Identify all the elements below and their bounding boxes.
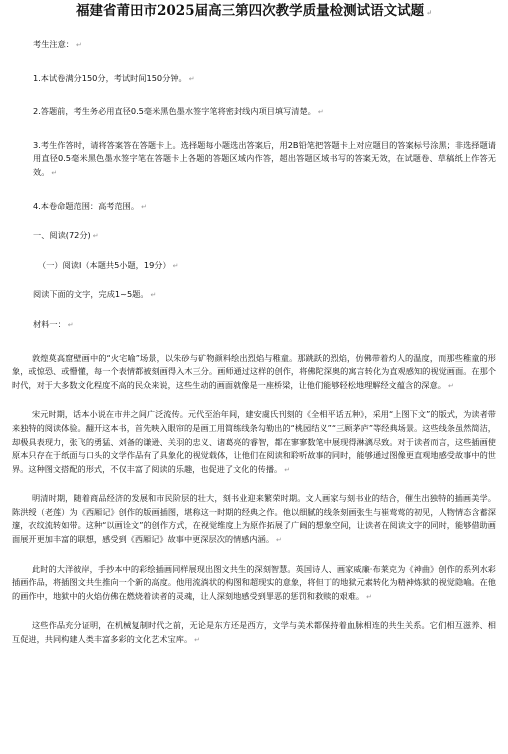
return-mark-icon: ↵ <box>276 536 282 545</box>
passage-paragraph: 敦煌莫高窟壁画中的“火宅喻”场景，以朱砂与矿物颜料绘出烈焰与稚童。那跳跃的烈焰，仿佛带着灼人的温度，而那些稚童的形象，或惊恐、或懵懂，每一个表情都被刻画得入木三分。画师通过这样的创作，将佛陀深奥的寓言转化为直观感知的视觉画面。在那个时代，对于大多数文化程度不高的民众来说，这些生动的画面就像是一座桥梁，让他们能够轻松地理解经文蕴含的深意。 ↵ <box>12 352 496 390</box>
notes-heading: 考生注意： ↵ <box>33 39 82 49</box>
return-mark-icon: ↵ <box>150 291 157 300</box>
return-mark-icon: ↵ <box>284 465 291 474</box>
return-mark-icon: ↵ <box>188 74 195 83</box>
return-mark-icon: ↵ <box>75 41 82 49</box>
section-heading: 一、阅读(72分) ↵ <box>33 230 99 241</box>
passage-paragraph: 明清时期，随着商品经济的发展和市民阶层的壮大，刻书业迎来繁荣时期。文人画家与刻书业的结合，催生出独特的插画美学。陈洪绶（老莲）为《西厢记》创作的版画插图，堪称这一时期的经典之作。他以细腻的线条刻画张生与崔莺莺的初见，人物情态含蓄深邃，衣纹流转如带。这种“以画诠文”的创作方式，在视觉维度上为原作拓展了广阔的想象空间，让读者在阅读文字的同时，能够借助画面展开更加丰富的联想，感受到《西厢记》故事中更深层次的情感内涵。 ↵ <box>12 493 496 545</box>
passage-paragraph: 这些作品充分证明，在机械复制时代之前，无论是东方还是西方，文学与美术都保持着血脉相连的共生关系。它们相互滋养、相互促进，共同构建人类丰富多彩的文化艺术宝库。 ↵ <box>12 620 496 645</box>
exam-title <box>12 2 496 22</box>
return-mark-icon: ↵ <box>317 108 324 117</box>
return-mark-icon: ↵ <box>92 232 99 241</box>
note-item: 2.答题前，考生务必用直径0.5毫米黑色墨水签字笔将密封线内项目填写清楚。 ↵ <box>33 106 324 117</box>
return-mark-icon: ↵ <box>141 202 147 211</box>
passage-paragraph: 宋元时期，话本小说在市井之间广泛流传。元代至治年间，建安虞氏刊刻的《全相平话五种》，采用“上图下文”的版式，为读者带来独特的阅读体验。翻开这本书，首先映入眼帘的是画工用简练线条勾勒出的“桃园结义”“三顾茅庐”等经典场景。这些线条虽然简洁，却极具表现力，张飞的勇猛、刘备的谦逊、关羽的忠义、诸葛亮的睿智，都在寥寥数笔中展现得淋漓尽致。对于读者而言，这些插画使原本只存在于纸面与口头的文学作品有了具象化的视觉载体，让他们在阅读和聆听故事的同时，能够通过图像更直观地感受故事中的世界。这种图文搭配的形式，不仅丰富了阅读的乐趣，也促进了文化的传播。 ↵ <box>12 409 496 474</box>
note-item: 1.本试卷满分150分，考试时间150分钟。 ↵ <box>33 72 195 83</box>
note-item: 4.本卷命题范围：高考范围。 ↵ <box>33 200 147 211</box>
return-mark-icon: ↵ <box>51 168 58 177</box>
return-mark-icon: ↵ <box>172 261 179 270</box>
exam-title-text: 福建省莆田市2025届高三第四次教学质量检测试语文试题 <box>76 3 425 19</box>
note-item: 3.考生作答时，请将答案答在答题卡上。选择题每小题选出答案后，用2B铅笔把答题卡上对应题目的答案标号涂黑；非选择题请用直径0.5毫米黑色墨水签字笔在答题卡上各题的答题区域内作答，超出答题区域书写的答案无效，在试题卷、草稿纸上作答无效。 ↵ <box>33 139 496 177</box>
reading-instruction: 阅读下面的文字，完成1~5题。 ↵ <box>33 289 157 300</box>
material-label: 材料一： ↵ <box>33 318 74 329</box>
subsection-heading: （一）阅读Ⅰ（本题共5小题，19分） ↵ <box>38 259 179 270</box>
return-mark-icon: ↵ <box>194 636 201 645</box>
return-mark-icon: ↵ <box>366 592 372 601</box>
passage-paragraph: 此时的大洋彼岸，手抄本中的彩绘插画同样展现出图文共生的深刻智慧。英国诗人、画家威廉·布莱克为《神曲》创作的系列水彩插画作品，将插图文共生推向一个新的高度。他用流淌状的构图和超现实的意象，将但丁的地狱元素转化为精神炼狱的视觉隐喻。在他的画作中，地狱中的火焰仿佛在燃烧着读者的灵魂，让人深刻地感受到罪恶的惩罚和救赎的艰难。 ↵ <box>12 563 496 601</box>
return-mark-icon: ↵ <box>426 8 432 17</box>
return-mark-icon: ↵ <box>67 320 74 329</box>
return-mark-icon: ↵ <box>447 381 454 390</box>
